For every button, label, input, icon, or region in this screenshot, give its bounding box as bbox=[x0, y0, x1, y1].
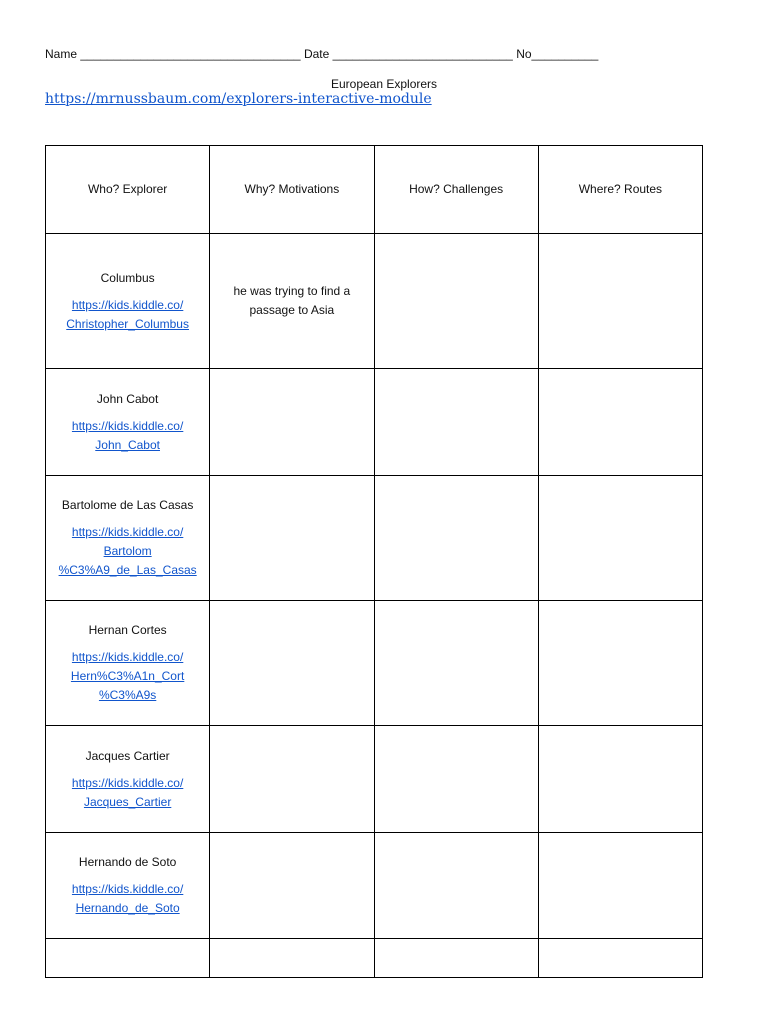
motivation-cell[interactable] bbox=[210, 601, 374, 726]
column-header-how: How? Challenges bbox=[374, 146, 538, 234]
name-blank[interactable]: _________________________________ bbox=[80, 47, 301, 61]
explorers-table bbox=[45, 145, 703, 978]
empty-cell[interactable] bbox=[374, 939, 538, 978]
student-info-line bbox=[45, 47, 598, 61]
empty-cell[interactable] bbox=[210, 939, 374, 978]
motivation-cell[interactable] bbox=[210, 476, 374, 601]
motivation-cell[interactable] bbox=[210, 369, 374, 476]
explorer-link[interactable]: https://kids.kiddle.co/ Bartolom %C3%A9_de_Las_Casas bbox=[58, 525, 197, 577]
table-row bbox=[46, 601, 703, 726]
explorer-name: Jacques Cartier bbox=[85, 748, 170, 763]
explorer-cell bbox=[46, 476, 210, 601]
motivation-cell[interactable]: he was trying to find a passage to Asia bbox=[210, 234, 374, 369]
explorer-cell bbox=[46, 369, 210, 476]
explorer-name: Hernando de Soto bbox=[78, 855, 177, 869]
routes-cell[interactable] bbox=[538, 234, 702, 369]
routes-cell[interactable] bbox=[538, 601, 702, 726]
explorer-cell bbox=[46, 601, 210, 726]
explorer-name: John Cabot bbox=[96, 391, 159, 406]
empty-cell[interactable] bbox=[46, 939, 210, 978]
empty-cell[interactable] bbox=[538, 939, 702, 978]
challenges-cell[interactable] bbox=[374, 234, 538, 369]
table-header-row bbox=[46, 146, 703, 234]
date-label: Date bbox=[303, 47, 330, 61]
empty-table-row bbox=[46, 939, 703, 978]
number-blank[interactable]: __________ bbox=[531, 47, 599, 61]
column-header-where: Where? Routes bbox=[538, 146, 702, 234]
explorer-name: Hernan Cortes bbox=[88, 623, 167, 637]
explorer-cell bbox=[46, 726, 210, 833]
explorer-cell bbox=[46, 833, 210, 939]
column-header-why: Why? Motivations bbox=[210, 146, 374, 234]
explorer-link[interactable]: https://kids.kiddle.co/ Jacques_Cartier bbox=[71, 775, 184, 809]
challenges-cell[interactable] bbox=[374, 601, 538, 726]
challenges-cell[interactable] bbox=[374, 369, 538, 476]
name-label: Name bbox=[45, 47, 78, 61]
table-row bbox=[46, 476, 703, 601]
table-row bbox=[46, 369, 703, 476]
routes-cell[interactable] bbox=[538, 833, 702, 939]
table-row bbox=[46, 234, 703, 369]
routes-cell[interactable] bbox=[538, 369, 702, 476]
explorers-module-link[interactable]: https://mrnussbaum.com/explorers-interactive-module bbox=[45, 91, 432, 107]
motivation-cell[interactable] bbox=[210, 726, 374, 833]
explorer-name: Columbus bbox=[100, 270, 155, 285]
document-title: European Explorers bbox=[330, 77, 438, 91]
column-header-who: Who? Explorer bbox=[46, 146, 210, 234]
table-row bbox=[46, 726, 703, 833]
explorer-link[interactable]: https://kids.kiddle.co/ Christopher_Columbus bbox=[66, 297, 189, 331]
number-label: No bbox=[516, 47, 532, 61]
explorer-name: Bartolome de Las Casas bbox=[61, 498, 194, 512]
challenges-cell[interactable] bbox=[374, 476, 538, 601]
challenges-cell[interactable] bbox=[374, 833, 538, 939]
routes-cell[interactable] bbox=[538, 726, 702, 833]
table-row bbox=[46, 833, 703, 939]
date-blank[interactable]: ___________________________ bbox=[332, 47, 513, 61]
explorer-link[interactable]: https://kids.kiddle.co/ John_Cabot bbox=[71, 418, 184, 452]
explorer-link[interactable]: https://kids.kiddle.co/ Hern%C3%A1n_Cort %C3%A9s bbox=[70, 650, 185, 702]
explorer-link[interactable]: https://kids.kiddle.co/ Hernando_de_Soto bbox=[71, 882, 184, 915]
routes-cell[interactable] bbox=[538, 476, 702, 601]
explorer-cell bbox=[46, 234, 210, 369]
motivation-cell[interactable] bbox=[210, 833, 374, 939]
challenges-cell[interactable] bbox=[374, 726, 538, 833]
